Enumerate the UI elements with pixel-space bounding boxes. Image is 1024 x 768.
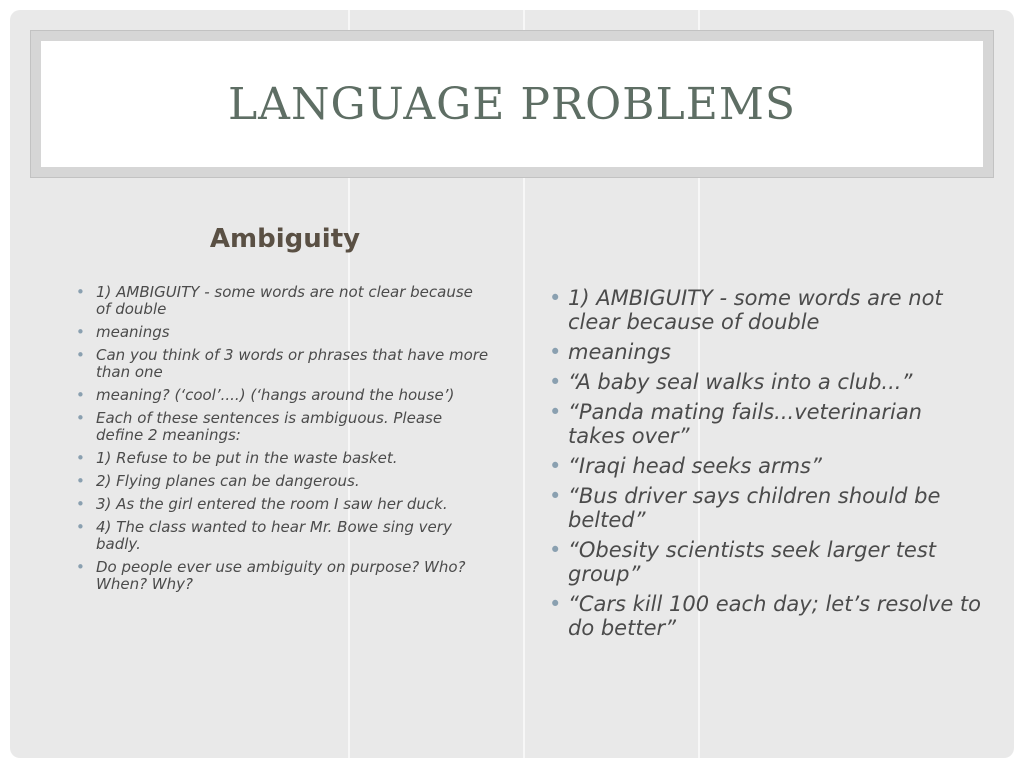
bullet-item xyxy=(70,284,490,318)
bullet-text: Each of these sentences is ambiguous. Please define 2 meanings: xyxy=(96,409,443,444)
bullet-item xyxy=(545,286,985,334)
bullet-text: “Iraqi head seeks arms” xyxy=(568,454,822,478)
bullet-text: “Cars kill 100 each day; let’s resolve to do better” xyxy=(568,592,982,640)
right-bullet-list xyxy=(545,286,985,646)
bullet-dot-icon: • xyxy=(549,484,562,508)
left-subheading: Ambiguity xyxy=(209,224,361,254)
bullet-item xyxy=(70,387,490,404)
bullet-text: 1) AMBIGUITY - some words are not clear because of double xyxy=(568,286,943,334)
bullet-item xyxy=(70,410,490,444)
bullet-text: Do people ever use ambiguity on purpose? Who? When? Why? xyxy=(96,558,466,593)
bullet-text: 2) Flying planes can be dangerous. xyxy=(96,472,360,490)
bullet-text: “Obesity scientists seek larger test group” xyxy=(568,538,937,586)
bullet-dot-icon: • xyxy=(76,518,85,536)
bullet-dot-icon: • xyxy=(76,495,85,513)
bullet-item xyxy=(545,484,985,532)
bullet-text: Can you think of 3 words or phrases that have more than one xyxy=(96,346,489,381)
bullet-dot-icon: • xyxy=(76,386,85,404)
title-box xyxy=(41,41,983,167)
bullet-text: meanings xyxy=(96,323,170,341)
bullet-text: 1) Refuse to be put in the waste basket. xyxy=(96,449,398,467)
title-frame xyxy=(30,30,994,178)
bullet-text: “Panda mating fails...veterinarian takes over” xyxy=(568,400,922,448)
bullet-dot-icon: • xyxy=(549,370,562,394)
bullet-text: “A baby seal walks into a club...” xyxy=(568,370,913,394)
bullet-dot-icon: • xyxy=(76,558,85,576)
bullet-dot-icon: • xyxy=(549,340,562,364)
bullet-dot-icon: • xyxy=(549,400,562,424)
bullet-item xyxy=(545,400,985,448)
bullet-text: “Bus driver says children should be belted” xyxy=(568,484,941,532)
bullet-dot-icon: • xyxy=(76,409,85,427)
bullet-text: 1) AMBIGUITY - some words are not clear because of double xyxy=(96,283,473,318)
bullet-item xyxy=(70,347,490,381)
bullet-item xyxy=(70,496,490,513)
bullet-dot-icon: • xyxy=(76,283,85,301)
bullet-dot-icon: • xyxy=(76,323,85,341)
slide xyxy=(10,10,1014,758)
bullet-dot-icon: • xyxy=(76,449,85,467)
bullet-dot-icon: • xyxy=(549,286,562,310)
bullet-item xyxy=(545,538,985,586)
bullet-text: 4) The class wanted to hear Mr. Bowe sing very badly. xyxy=(96,518,452,553)
bullet-dot-icon: • xyxy=(76,346,85,364)
bullet-item xyxy=(545,592,985,640)
bullet-item xyxy=(70,519,490,553)
left-bullet-list xyxy=(70,284,490,599)
bullet-item xyxy=(545,454,985,478)
bullet-item xyxy=(70,450,490,467)
bullet-text: meaning? (‘cool’....) (‘hangs around the house’) xyxy=(96,386,455,404)
bullet-item xyxy=(70,324,490,341)
bullet-dot-icon: • xyxy=(76,472,85,490)
bullet-item xyxy=(70,473,490,490)
bullet-dot-icon: • xyxy=(549,454,562,478)
slide-title: LANGUAGE PROBLEMS xyxy=(227,78,797,130)
bullet-item xyxy=(545,370,985,394)
bullet-dot-icon: • xyxy=(549,538,562,562)
bullet-item xyxy=(70,559,490,593)
bullet-item xyxy=(545,340,985,364)
bullet-text: 3) As the girl entered the room I saw her duck. xyxy=(96,495,448,513)
bullet-text: meanings xyxy=(568,340,671,364)
bullet-dot-icon: • xyxy=(549,592,562,616)
